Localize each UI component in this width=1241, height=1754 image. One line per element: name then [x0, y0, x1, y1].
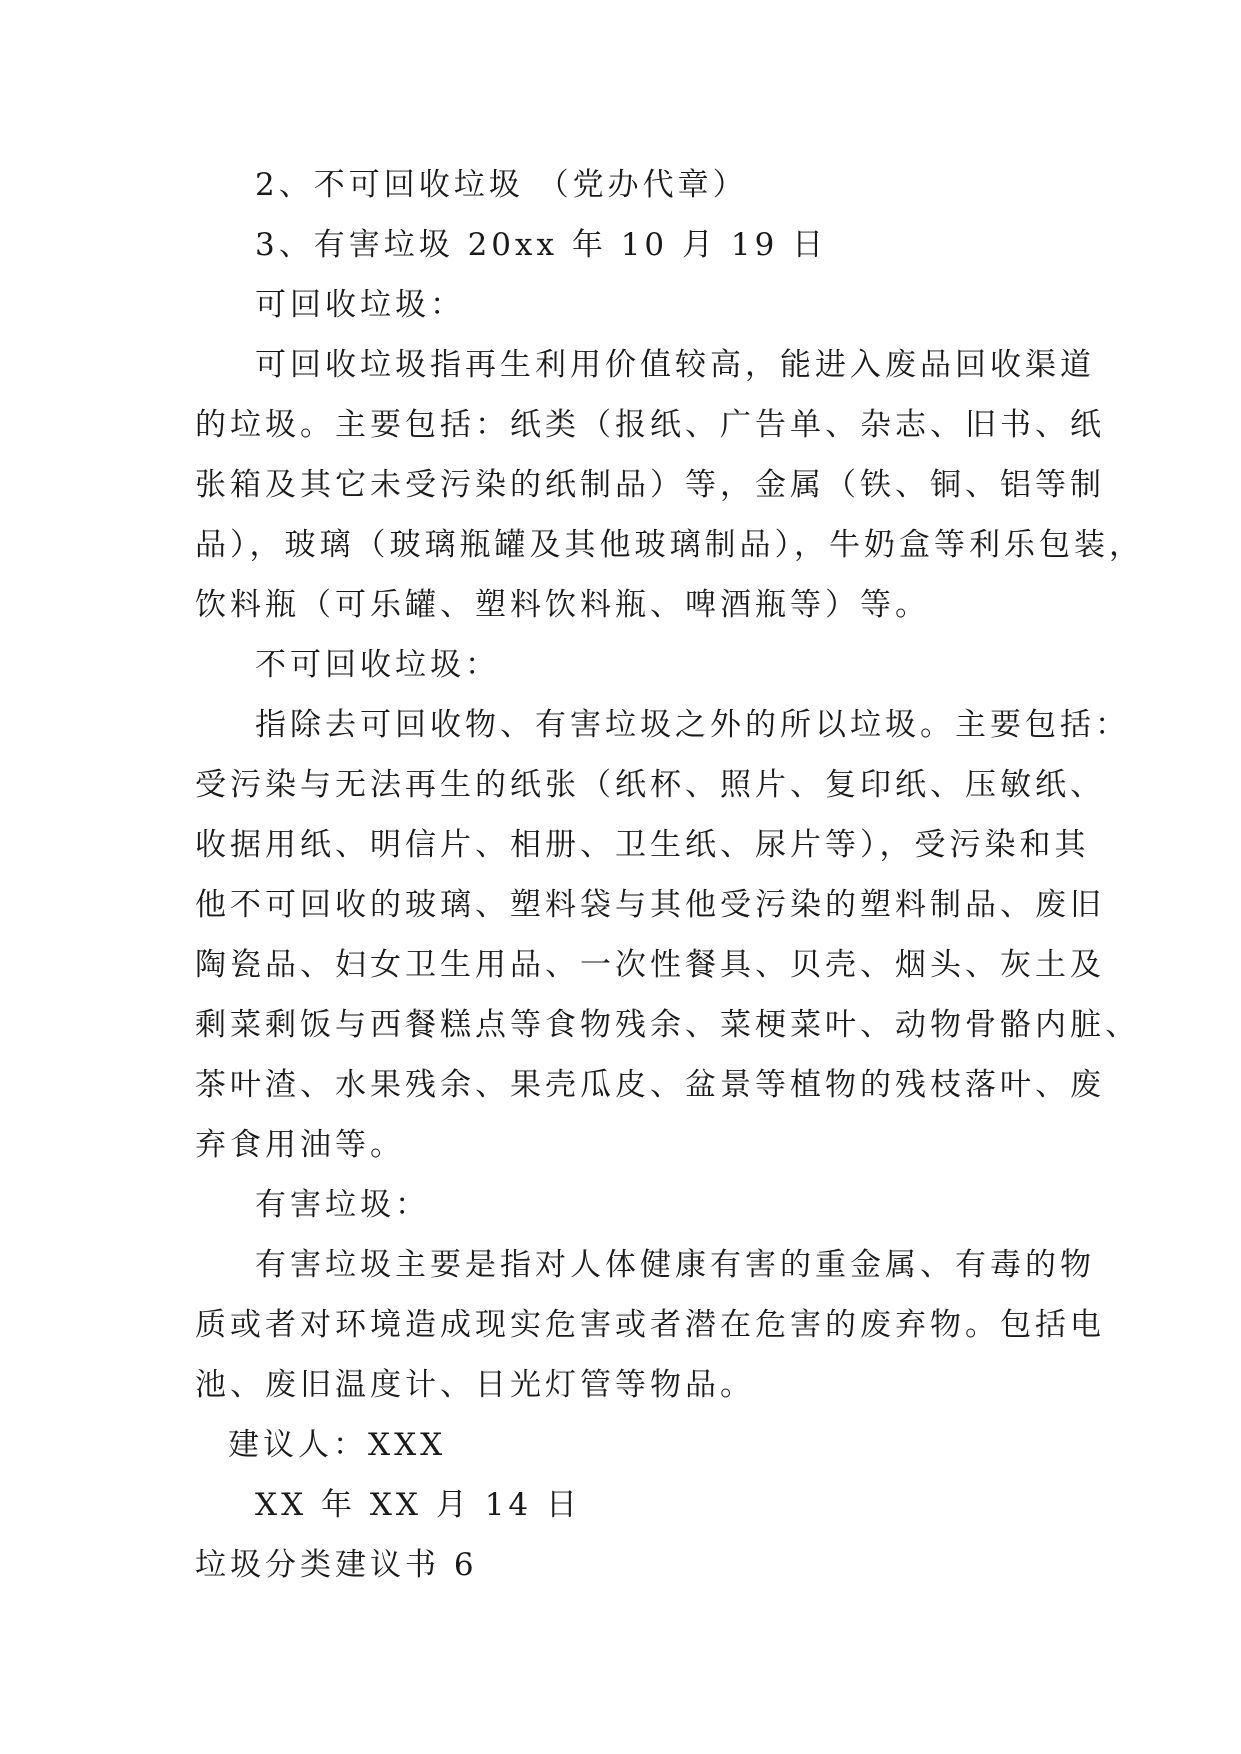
heading-non-recyclable: 不可回收垃圾： — [255, 647, 500, 683]
paragraph-line: 的垃圾。主要包括：纸类（报纸、广告单、杂志、旧书、纸 — [195, 407, 1105, 443]
list-item-non-recyclable: 2、不可回收垃圾 （党办代章） — [255, 167, 748, 203]
paragraph-line: 他不可回收的玻璃、塑料袋与其他受污染的塑料制品、废旧 — [195, 887, 1105, 923]
paragraph-line: 可回收垃圾指再生利用价值较高，能进入废品回收渠道 — [255, 347, 1095, 383]
paragraph-line: 指除去可回收物、有害垃圾之外的所以垃圾。主要包括： — [255, 707, 1130, 743]
paragraph-line: 品），玻璃（玻璃瓶罐及其他玻璃制品），牛奶盒等利乐包装， — [195, 527, 1144, 563]
next-section-title: 垃圾分类建议书 6 — [195, 1547, 478, 1583]
paragraph-line: 有害垃圾主要是指对人体健康有害的重金属、有毒的物 — [255, 1247, 1095, 1283]
heading-recyclable: 可回收垃圾： — [255, 287, 465, 323]
paragraph-line: 收据用纸、明信片、相册、卫生纸、尿片等），受污染和其 — [195, 827, 1090, 863]
paragraph-line: 受污染与无法再生的纸张（纸杯、照片、复印纸、压敏纸、 — [195, 767, 1105, 803]
paragraph-line: 茶叶渣、水果残余、果壳瓜皮、盆景等植物的残枝落叶、废 — [195, 1067, 1105, 1103]
paragraph-line: 弃食用油等。 — [195, 1127, 405, 1163]
heading-hazardous: 有害垃圾： — [255, 1187, 430, 1223]
paragraph-line: 张箱及其它未受污染的纸制品）等，金属（铁、铜、铝等制 — [195, 467, 1105, 503]
list-item-hazardous-and-date: 3、有害垃圾 20xx 年 10 月 19 日 — [255, 227, 828, 263]
proposer-signature: 建议人：XXX — [228, 1427, 447, 1463]
paragraph-line: 池、废旧温度计、日光灯管等物品。 — [195, 1367, 755, 1403]
paragraph-line: 剩菜剩饭与西餐糕点等食物残余、菜梗菜叶、动物骨骼内脏、 — [195, 1007, 1140, 1043]
paragraph-line: 质或者对环境造成现实危害或者潜在危害的废弃物。包括电 — [195, 1307, 1105, 1343]
paragraph-line: 饮料瓶（可乐罐、塑料饮料瓶、啤酒瓶等）等。 — [195, 587, 930, 623]
paragraph-line: 陶瓷品、妇女卫生用品、一次性餐具、贝壳、烟头、灰土及 — [195, 947, 1105, 983]
signature-date: XX 年 XX 月 14 日 — [255, 1487, 581, 1523]
